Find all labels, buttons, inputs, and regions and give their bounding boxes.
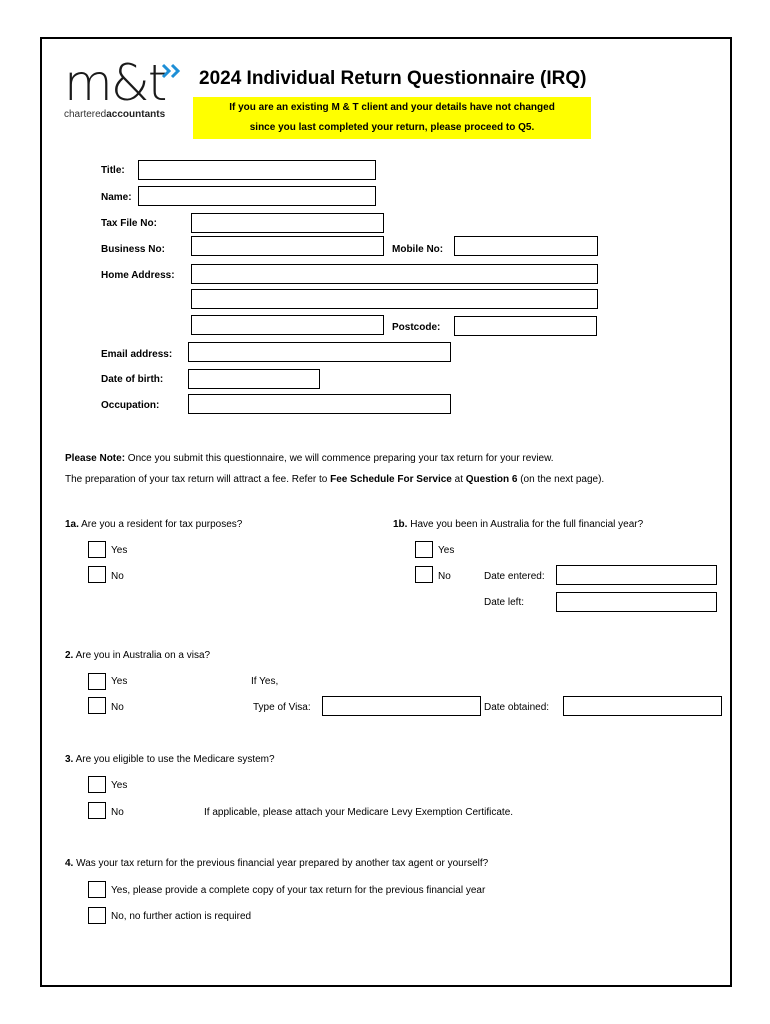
date-obtained-field[interactable] <box>563 696 722 716</box>
date-entered-label: Date entered: <box>484 571 545 582</box>
q4-question: 4. Was your tax return for the previous financial year prepared by another tax agent or yourself? <box>65 858 489 869</box>
q1b-yes-label: Yes <box>438 545 455 556</box>
q4-yes-label: Yes, please provide a complete copy of your tax return for the previous financial year <box>111 885 486 896</box>
logo-subtitle: charteredaccountants <box>64 109 166 120</box>
q1a-yes-label: Yes <box>111 545 128 556</box>
business-field[interactable] <box>191 236 384 256</box>
q3-yes-label: Yes <box>111 780 128 791</box>
q1a-no-checkbox[interactable] <box>88 566 106 583</box>
mobile-field[interactable] <box>454 236 598 256</box>
q1a-yes-checkbox[interactable] <box>88 541 106 558</box>
q2-question: 2. Are you in Australia on a visa? <box>65 650 211 661</box>
note-line-2: The preparation of your tax return will attract a fee. Refer to Fee Schedule For Service at Question 6 (on the next page). <box>65 474 605 485</box>
date-left-label: Date left: <box>484 597 525 608</box>
q1b-no-checkbox[interactable] <box>415 566 433 583</box>
q3-no-label: No <box>111 807 124 818</box>
tfn-label: Tax File No: <box>101 218 157 229</box>
name-field[interactable] <box>138 186 376 206</box>
q4-yes-checkbox[interactable] <box>88 881 106 898</box>
logo <box>64 54 166 112</box>
address-line-1-field[interactable] <box>191 264 598 284</box>
q3-no-checkbox[interactable] <box>88 802 106 819</box>
q2-yes-label: Yes <box>111 676 128 687</box>
notice-line-1: If you are an existing M & T client and your details have not changed <box>229 102 555 113</box>
postcode-label: Postcode: <box>392 322 441 333</box>
logo-brand: m&t <box>64 54 166 112</box>
visa-type-field[interactable] <box>322 696 481 716</box>
date-entered-field[interactable] <box>556 565 717 585</box>
q3-medicare-note: If applicable, please attach your Medicare Levy Exemption Certificate. <box>204 807 514 818</box>
mobile-label: Mobile No: <box>392 244 444 255</box>
notice-banner <box>193 97 591 139</box>
title-label: Title: <box>101 165 125 176</box>
q1b-yes-checkbox[interactable] <box>415 541 433 558</box>
address-line-2-field[interactable] <box>191 289 598 309</box>
q2-yes-checkbox[interactable] <box>88 673 106 690</box>
address-label: Home Address: <box>101 270 175 281</box>
q3-question: 3. Are you eligible to use the Medicare system? <box>65 754 275 765</box>
title-field[interactable] <box>138 160 376 180</box>
tfn-field[interactable] <box>191 213 384 233</box>
q2-no-label: No <box>111 702 124 713</box>
q2-no-checkbox[interactable] <box>88 697 106 714</box>
date-left-field[interactable] <box>556 592 717 612</box>
dob-field[interactable] <box>188 369 320 389</box>
q1b-no-label: No <box>438 571 451 582</box>
address-line-3-field[interactable] <box>191 315 384 335</box>
business-label: Business No: <box>101 244 165 255</box>
occupation-field[interactable] <box>188 394 451 414</box>
email-label: Email address: <box>101 349 173 360</box>
q1a-question: 1a. Are you a resident for tax purposes? <box>65 519 243 530</box>
visa-type-label: Type of Visa: <box>253 702 311 713</box>
q3-yes-checkbox[interactable] <box>88 776 106 793</box>
q2-if-yes-label: If Yes, <box>251 676 279 687</box>
page-title: 2024 Individual Return Questionnaire (IRQ) <box>199 68 587 89</box>
q1a-no-label: No <box>111 571 124 582</box>
name-label: Name: <box>101 192 132 203</box>
email-field[interactable] <box>188 342 451 362</box>
dob-label: Date of birth: <box>101 374 164 385</box>
notice-line-2: since you last completed your return, please proceed to Q5. <box>249 122 535 133</box>
postcode-field[interactable] <box>454 316 597 336</box>
note-line-1: Please Note: Once you submit this questionnaire, we will commence preparing your tax return for your review. <box>65 453 554 464</box>
q1b-question: 1b. Have you been in Australia for the full financial year? <box>393 519 644 530</box>
date-obtained-label: Date obtained: <box>484 702 550 713</box>
occupation-label: Occupation: <box>101 400 160 411</box>
logo-arrows-icon <box>160 62 186 80</box>
q4-no-label: No, no further action is required <box>111 911 252 922</box>
q4-no-checkbox[interactable] <box>88 907 106 924</box>
